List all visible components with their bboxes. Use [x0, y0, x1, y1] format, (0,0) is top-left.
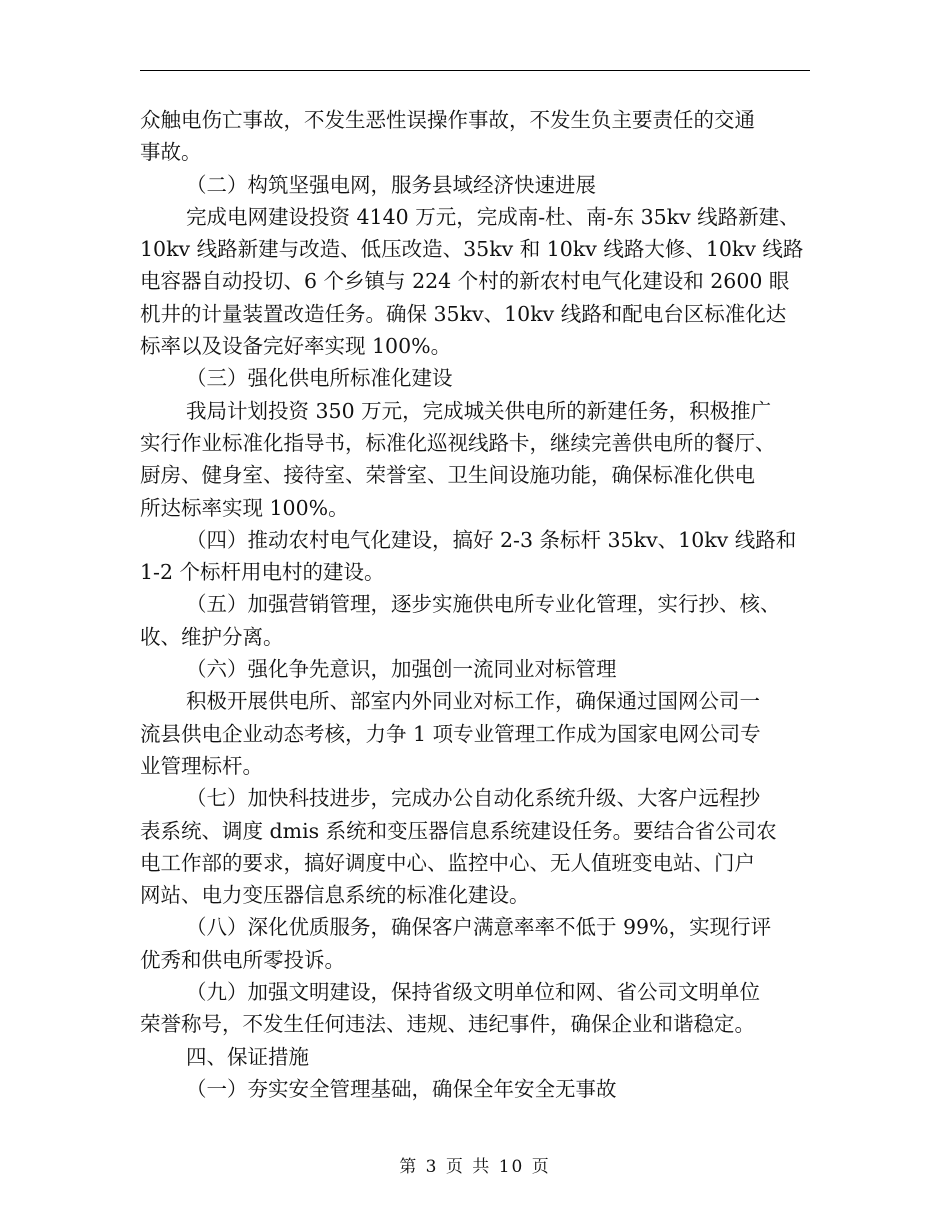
text-line: （一）夯实安全管理基础，确保全年安全无事故: [186, 1076, 617, 1101]
text-line: 积极开展供电所、部室内外同业对标工作，确保通过国网公司一: [186, 689, 760, 714]
text-line: （六）强化争先意识，加强创一流同业对标管理: [186, 657, 617, 682]
text-line: （八）深化优质服务，确保客户满意率率不低于 99%，实现行评: [186, 915, 772, 940]
text-line: 10kv 线路新建与改造、低压改造、35kv 和 10kv 线路大修、10kv 线路: [140, 237, 804, 262]
header-rule: [140, 70, 810, 71]
text-line: 机井的计量装置改造任务。确保 35kv、10kv 线路和配电台区标准化达: [140, 301, 787, 326]
text-line: 我局计划投资 350 万元，完成城关供电所的新建任务，积极推广: [186, 398, 772, 423]
text-line: （七）加快科技进步，完成办公自动化系统升级、大客户远程抄: [186, 786, 760, 811]
text-line: （四）推动农村电气化建设，搞好 2-3 条标杆 35kv、10kv 线路和: [186, 527, 797, 552]
document-body: [140, 104, 820, 1105]
text-line: 电工作部的要求，搞好调度中心、监控中心、无人值班变电站、门户: [140, 850, 755, 875]
text-line: 业管理标杆。: [140, 753, 263, 778]
text-line: 荣誉称号，不发生任何违法、违规、违纪事件，确保企业和谐稳定。: [140, 1012, 755, 1037]
text-line: 完成电网建设投资 4140 万元，完成南-杜、南-东 35kv 线路新建、: [186, 204, 800, 229]
page-footer: [0, 1152, 950, 1177]
text-line: （二）构筑坚强电网，服务县域经济快速进展: [186, 172, 596, 197]
text-line: 厨房、健身室、接待室、荣誉室、卫生间设施功能，确保标准化供电: [140, 463, 755, 488]
text-line: 实行作业标准化指导书，标准化巡视线路卡，继续完善供电所的餐厅、: [140, 430, 776, 455]
text-line: 所达标率实现 100%。: [140, 495, 349, 520]
text-line: 表系统、调度 dmis 系统和变压器信息系统建设任务。要结合省公司农: [140, 818, 777, 843]
text-line: 四、保证措施: [186, 1044, 309, 1069]
text-line: 优秀和供电所零投诉。: [140, 947, 345, 972]
text-line: （九）加强文明建设，保持省级文明单位和网、省公司文明单位: [186, 980, 760, 1005]
text-line: 事故。: [140, 140, 202, 165]
text-line: 网站、电力变压器信息系统的标准化建设。: [140, 883, 530, 908]
text-line: 众触电伤亡事故，不发生恶性误操作事故，不发生负主要责任的交通: [140, 108, 755, 132]
text-line: 1-2 个标杆用电村的建设。: [140, 560, 385, 585]
text-line: 标率以及设备完好率实现 100%。: [140, 334, 452, 359]
text-line: 电容器自动投切、6 个乡镇与 224 个村的新农村电气化建设和 2600 眼: [140, 269, 790, 294]
text-line: 收、维护分离。: [140, 624, 284, 649]
text-line: （三）强化供电所标准化建设: [186, 366, 453, 391]
page-number-label: 第 3 页 共 10 页: [399, 1157, 551, 1177]
text-line: （五）加强营销管理，逐步实施供电所专业化管理，实行抄、核、: [186, 592, 781, 617]
text-line: 流县供电企业动态考核，力争 1 项专业管理工作成为国家电网公司专: [140, 721, 761, 746]
